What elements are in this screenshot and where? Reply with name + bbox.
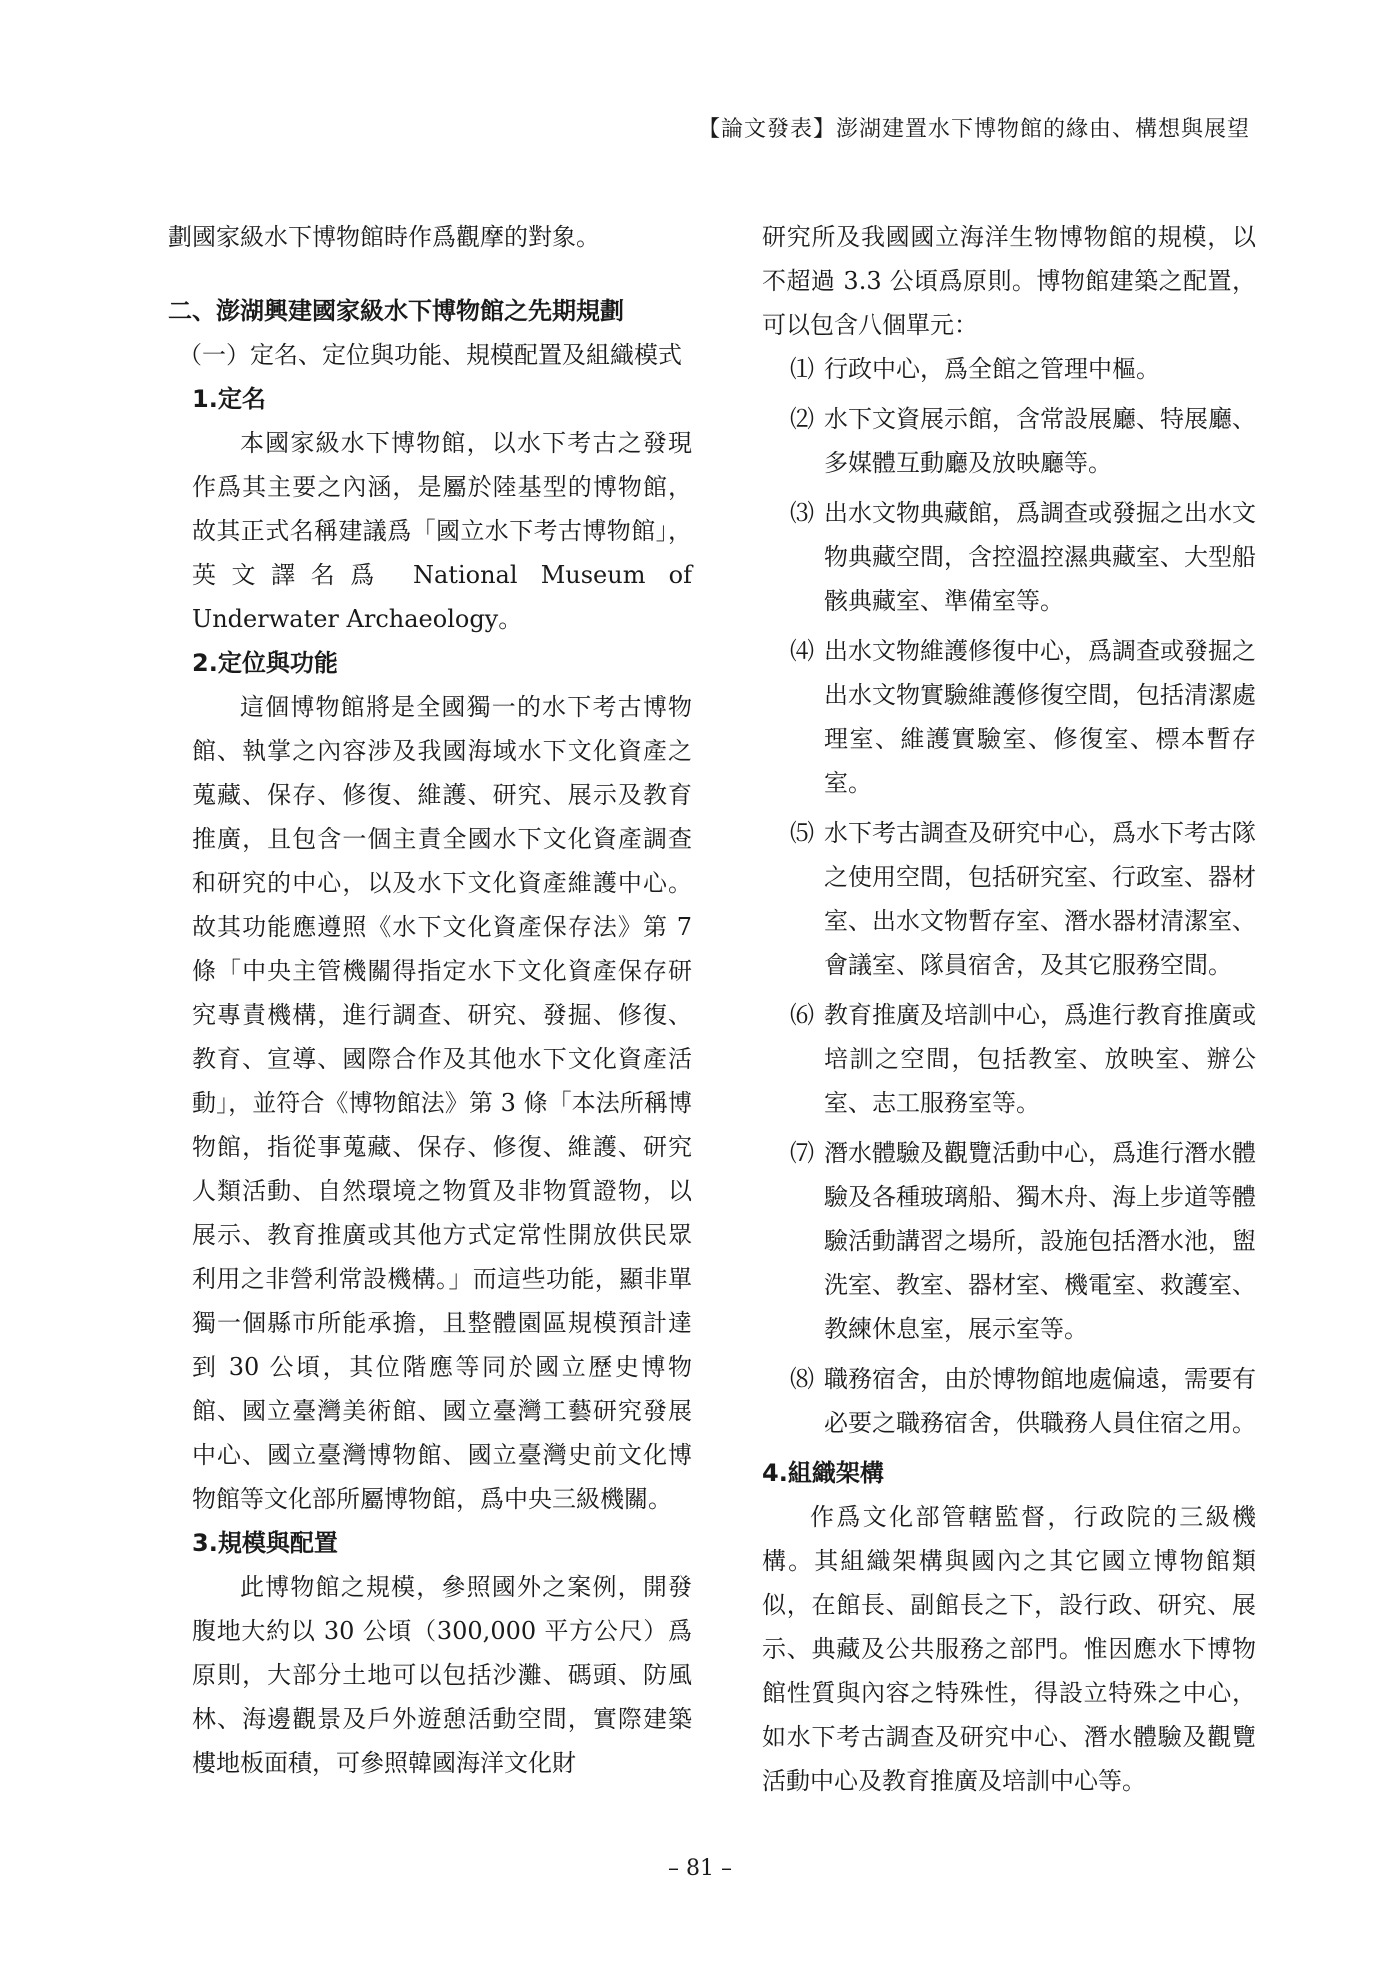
paragraph-continuation: 研究所及我國國立海洋生物博物館的規模，以不超過 3.3 公頃爲原則。博物館建築之配置，可以包含八個單元：	[762, 223, 1256, 339]
paragraph-scale: 此博物館之規模，參照國外之案例，開發腹地大約以 30 公頃（300,000 平方公尺）爲原則，大部分土地可以包括沙灘、碼頭、防風林、海邊觀景及戶外遊憩活動空間，實際建築樓地板面積，可參照韓國海洋文化財	[192, 1573, 692, 1777]
paragraph-organization: 作爲文化部管轄監督，行政院的三級機構。其組織架構與國內之其它國立博物館類似，在館長、副館長之下，設行政、研究、展示、典藏及公共服務之部門。惟因應水下博物館性質與內容之特殊性，得設立特殊之中心，如水下考古調查及研究中心、潛水體驗及觀覽活動中心及教育推廣及培訓中心等。	[762, 1503, 1256, 1795]
heading-positioning: 2.定位與功能	[192, 649, 338, 677]
section-heading: 二、澎湖興建國家級水下博物館之先期規劃	[168, 297, 624, 325]
list-item	[762, 629, 1256, 805]
item-number: ⑴	[790, 355, 814, 383]
list-item	[762, 993, 1256, 1125]
list-item	[762, 397, 1256, 485]
item-text: 潛水體驗及觀覽活動中心，爲進行潛水體驗及各種玻璃船、獨木舟、海上步道等體驗活動講習之場所，設施包括潛水池，盥洗室、教室、器材室、機電室、救護室、教練休息室，展示室等。	[824, 1139, 1256, 1343]
item-number: ⑵	[790, 405, 814, 433]
list-item	[762, 347, 1256, 391]
intro-text: 劃國家級水下博物館時作爲觀摩的對象。	[168, 223, 600, 251]
list-item	[762, 1131, 1256, 1351]
item-number: ⑷	[790, 637, 814, 665]
page-number: – 81 –	[668, 1856, 732, 1881]
item-text: 教育推廣及培訓中心，爲進行教育推廣或培訓之空間，包括教室、放映室、辦公室、志工服務室等。	[824, 1001, 1256, 1117]
item-number: ⑻	[790, 1365, 814, 1393]
subsection-heading: （一）定名、定位與功能、規模配置及組織模式	[178, 341, 682, 369]
right-column	[762, 215, 1256, 1803]
heading-scale: 3.規模與配置	[192, 1529, 338, 1557]
item-text: 出水文物典藏館，爲調查或發掘之出水文物典藏空間，含控溫控濕典藏室、大型船骸典藏室、準備室等。	[824, 499, 1256, 615]
item-text: 職務宿舍，由於博物館地處偏遠，需要有必要之職務宿舍，供職務人員住宿之用。	[824, 1365, 1256, 1437]
paragraph-positioning: 這個博物館將是全國獨一的水下考古博物館、執掌之內容涉及我國海域水下文化資產之蒐藏、保存、修復、維護、研究、展示及教育推廣，且包含一個主責全國水下文化資產調查和研究的中心，以及水下文化資產維護中心。故其功能應遵照《水下文化資產保存法》第 7 條「中央主管機關得指定水下文化資產保存研究專責機構，進行調查、研究、發掘、修復、教育、宣導、國際合作及其他水下文化資產活動」，並符合《博物館法》第 3 條「本法所稱博物館，指從事蒐藏、保存、修復、維護、研究人類活動、自然環境之物質及非物質證物，以展示、教育推廣或其他方式定常性開放供民眾利用之非營利常設機構。」而這些功能，顯非單獨一個縣市所能承擔，且整體園區規模預計達到 30 公頃，其位階應等同於國立歷史博物館、國立臺灣美術館、國立臺灣工藝研究發展中心、國立臺灣博物館、國立臺灣史前文化博物館等文化部所屬博物館，爲中央三級機關。	[192, 693, 692, 1513]
running-header: 【論文發表】澎湖建置水下博物館的緣由、構想與展望	[697, 117, 1250, 142]
item-number: ⑶	[790, 499, 814, 527]
paragraph-naming: 本國家級水下博物館，以水下考古之發現作爲其主要之內涵，是屬於陸基型的博物館，故其正式名稱建議爲「國立水下考古博物館」，英文譯名爲 National Museum of Underwater Archaeology。	[192, 429, 692, 633]
left-column	[168, 215, 692, 1785]
heading-naming: 1.定名	[192, 385, 266, 413]
item-text: 水下考古調查及研究中心，爲水下考古隊之使用空間，包括研究室、行政室、器材室、出水文物暫存室、潛水器材清潔室、會議室、隊員宿舍，及其它服務空間。	[824, 819, 1256, 979]
list-item	[762, 1357, 1256, 1445]
list-item	[762, 491, 1256, 623]
heading-organization: 4.組織架構	[762, 1459, 884, 1487]
list-item	[762, 811, 1256, 987]
unit-list	[762, 347, 1256, 1445]
item-number: ⑺	[790, 1139, 814, 1167]
item-text: 水下文資展示館，含常設展廳、特展廳、多媒體互動廳及放映廳等。	[824, 405, 1256, 477]
item-text: 出水文物維護修復中心，爲調查或發掘之出水文物實驗維護修復空間，包括清潔處理室、維護實驗室、修復室、標本暫存室。	[824, 637, 1256, 797]
item-number: ⑹	[790, 1001, 814, 1029]
item-number: ⑸	[790, 819, 814, 847]
item-text: 行政中心，爲全館之管理中樞。	[824, 355, 1160, 383]
